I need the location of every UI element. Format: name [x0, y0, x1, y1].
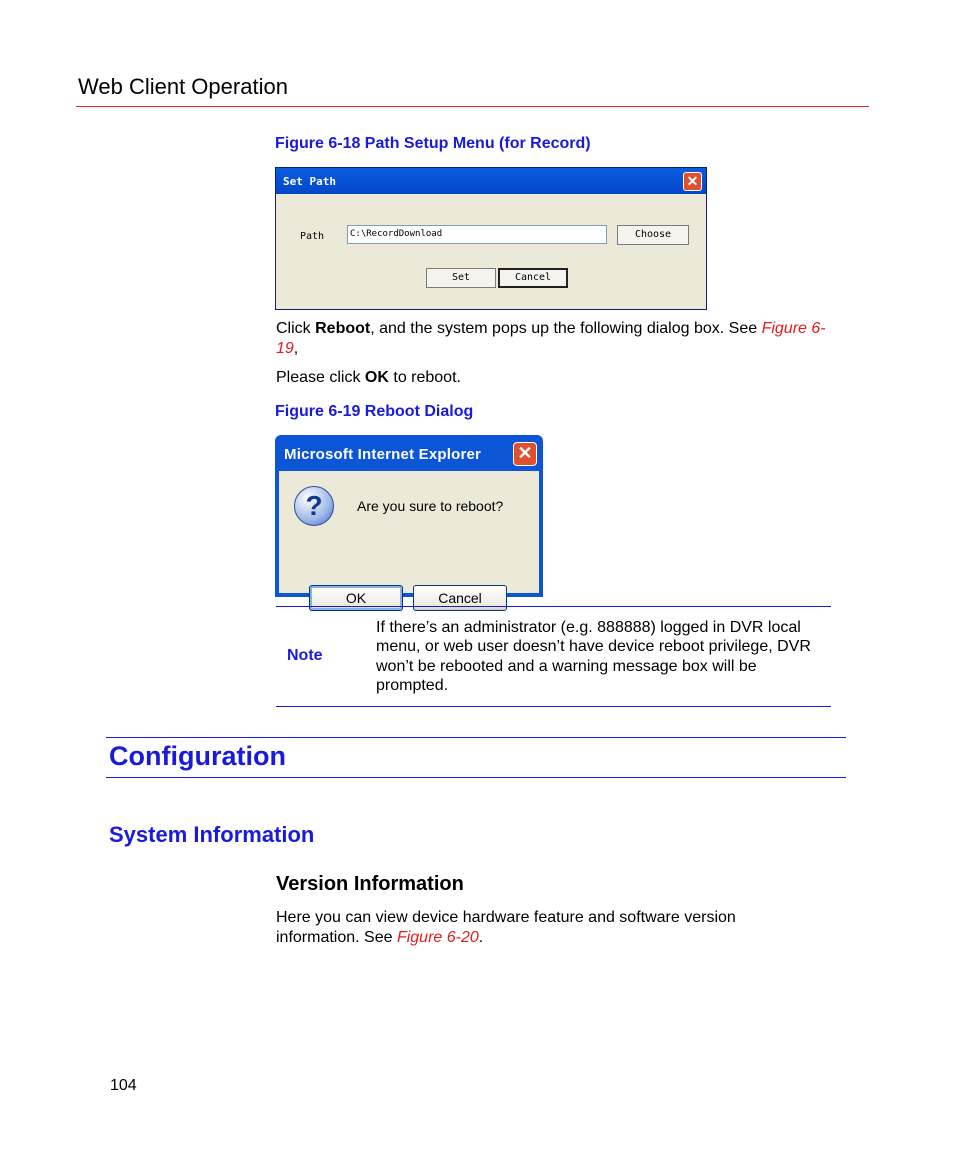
subsection-title: System Information	[109, 822, 315, 847]
text-run: , and the system pops up the following dialog box. See	[370, 320, 762, 337]
text-run: ,	[293, 340, 299, 357]
figure-6-19-link[interactable]: Figure 6-19	[276, 320, 826, 357]
path-label: Path	[300, 231, 325, 242]
cancel-button[interactable]: Cancel	[498, 268, 568, 288]
section-title: Configuration	[109, 741, 286, 771]
text-run: .	[478, 929, 484, 946]
section-bottom-rule	[106, 777, 846, 778]
section-top-rule	[106, 737, 846, 738]
ok-button[interactable]: OK	[309, 585, 403, 611]
note-text: If there’s an administrator (e.g. 888888) logged in DVR local menu, or web user doesn’t have device reboot privilege, DVR won’t be rebooted and a warning message box will be prompted.	[376, 619, 811, 694]
note-bottom-rule	[276, 706, 831, 707]
reboot-dialog	[275, 435, 543, 606]
reboot-dialog-title: Microsoft Internet Explorer	[284, 446, 482, 463]
text-run: Please click	[276, 369, 365, 386]
header-rule	[76, 106, 869, 107]
figure-19-caption: Figure 6-19 Reboot Dialog	[275, 403, 474, 420]
bold-run: Reboot	[315, 320, 371, 337]
set-path-dialog	[275, 167, 707, 310]
note-top-rule	[276, 606, 831, 607]
close-icon[interactable]: ✕	[513, 442, 537, 466]
reboot-message: Are you sure to reboot?	[357, 498, 504, 514]
text-run: Click	[276, 320, 316, 337]
set-path-titlebar	[276, 168, 706, 194]
version-paragraph	[276, 908, 776, 948]
reboot-paragraph	[276, 319, 846, 359]
text-run: to reboot.	[388, 369, 461, 386]
figure-6-20-link[interactable]: Figure 6-20	[396, 929, 479, 946]
page-number: 104	[110, 1077, 137, 1094]
question-icon: ?	[294, 486, 334, 526]
set-button[interactable]: Set	[426, 268, 496, 288]
page-header-title: Web Client Operation	[78, 74, 288, 99]
set-path-title: Set Path	[283, 175, 336, 188]
reboot-dialog-body	[279, 471, 539, 606]
text-run: Here you can view device hardware feature and software version information. See	[276, 909, 736, 946]
choose-button[interactable]: Choose	[617, 225, 689, 245]
figure-18-caption: Figure 6-18 Path Setup Menu (for Record)	[275, 135, 591, 152]
close-icon[interactable]: ✕	[683, 172, 702, 191]
bold-run: OK	[364, 369, 389, 386]
path-input[interactable]: C:\RecordDownload	[347, 225, 607, 244]
cancel-button[interactable]: Cancel	[413, 585, 507, 611]
ok-paragraph	[276, 368, 461, 388]
note-label: Note	[287, 647, 323, 664]
subsubsection-title: Version Information	[276, 873, 464, 895]
